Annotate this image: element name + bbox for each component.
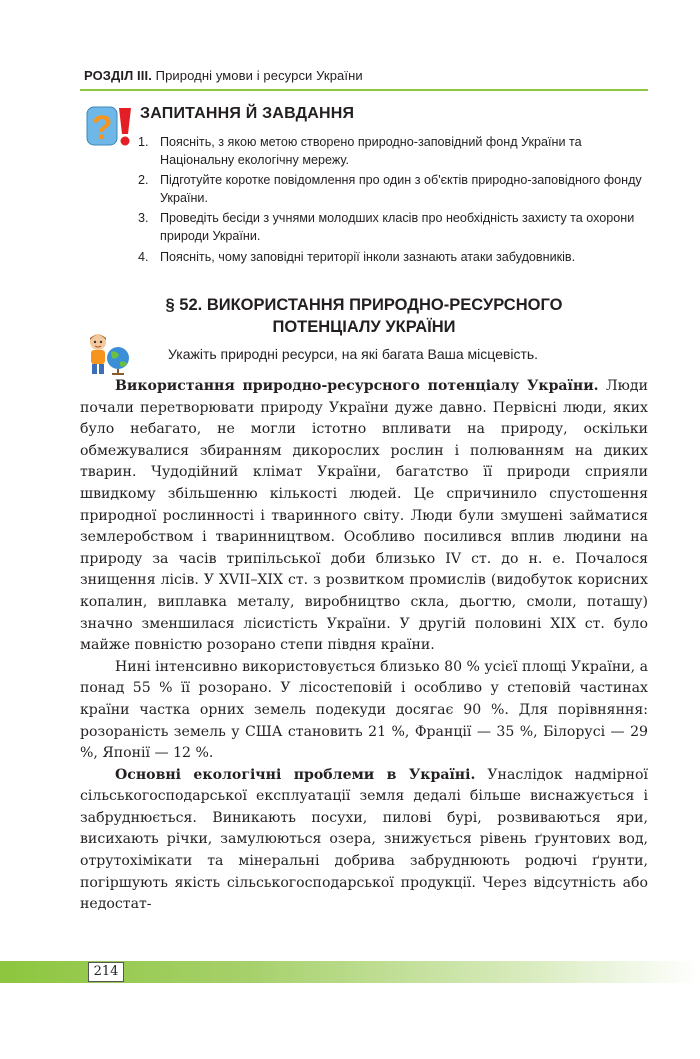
page-number: 214 bbox=[88, 962, 124, 982]
child-with-globe-icon bbox=[86, 332, 132, 376]
body-text bbox=[80, 376, 648, 916]
question-text: Проведіть бесіди з учнями молодших класів про необхідність захисту та охорони природи України. bbox=[160, 211, 635, 243]
paragraph-text: Люди почали перетворювати природу України дуже давно. Первісні люди, яких було небагато, не могли істотно впливати на природу, оскільки обмежувалися збиранням дикорослих рослин і полюванням на диких тварин. Чудодійний клімат України, багатство її природи сприяли швидкому збільшенню кількості людей. Це спричинило спустошення природної рослинності і тваринного світу. Люди були змушені займатися землеробством і тваринництвом. Особливо посилився вплив людини на природу за часів трипільської доби близько IV ст. до н. е. Почалося знищення лісів. У XVII–XIX ст. з розвитком промислів (видобуток корисних копалин, виплавка металу, виробництво скла, дьогтю, смоли, поташу) значно зменшилася лісистість України. У другій половині XIX ст. було майже повністю розорано степи півдня країни. bbox=[80, 378, 648, 654]
question-number: 2. bbox=[138, 173, 149, 188]
paragraph-heading: Використання природно-ресурсного потенціалу України. bbox=[115, 378, 599, 394]
question-text: Поясніть, з якою метою створено природно-заповідний фонд України та Національну екологічну мережу. bbox=[160, 135, 582, 167]
question-item bbox=[138, 134, 648, 169]
section-header-title: Природні умови і ресурси України bbox=[155, 68, 363, 83]
lesson-prompt: Укажіть природні ресурси, на які багата Ваша місцевість. bbox=[168, 346, 539, 362]
question-item bbox=[138, 172, 648, 207]
question-item bbox=[138, 249, 648, 267]
paragraph-heading: Основні екологічні проблеми в Україні. bbox=[115, 766, 476, 783]
paragraph bbox=[80, 376, 648, 657]
paragraph-text: Нині інтенсивно використовується близько 80 % усієї площі України, а понад 55 % її розорано. У лісостеповій і особливо у степовій частинах країни частка орних земель подекуди досягає 90 %. Для порівняння: розораність земель у США становить 21 %, Франції — 35 %, Білорусі — 29 %, Японії — 12 %. bbox=[80, 658, 648, 762]
paragraph bbox=[80, 765, 648, 916]
question-item bbox=[138, 210, 648, 245]
paragraph bbox=[80, 657, 648, 765]
questions-title: ЗАПИТАННЯ Й ЗАВДАННЯ bbox=[140, 105, 355, 122]
svg-text:?: ? bbox=[91, 109, 113, 147]
question-exclamation-icon bbox=[86, 104, 134, 148]
question-number: 1. bbox=[138, 135, 149, 149]
question-number: 3. bbox=[138, 211, 149, 226]
questions-list bbox=[138, 134, 648, 269]
section-heading-line2: ПОТЕНЦІАЛУ УКРАЇНИ bbox=[272, 318, 456, 336]
section-heading-line1: § 52. ВИКОРИСТАННЯ ПРИРОДНО-РЕСУРСНОГО bbox=[165, 296, 563, 314]
section-heading bbox=[80, 294, 648, 338]
running-header bbox=[84, 68, 363, 83]
paragraph-text: Унаслідок надмірної сільськогосподарської експлуатації земля дедалі більше виснажується і забруднюється. Виникають посухи, пилові бурі, розвиваються яри, висихають річки, замулюються озера, знижується рівень ґрунтових вод, отрутохімікати та мінеральні добрива забруднюють родючі ґрунти, погіршують якість сільськогосподарської продукції. Через відсутність або недостат- bbox=[80, 766, 648, 913]
header-divider bbox=[80, 89, 648, 91]
question-text: Поясніть, чому заповідні території інколи зазнають атаки забудовників. bbox=[160, 249, 576, 264]
section-label: РОЗДІЛ ІІІ. bbox=[84, 68, 152, 83]
question-text: Підготуйте коротке повідомлення про один з об'єктів природно-заповідного фонду України. bbox=[160, 173, 642, 205]
question-number: 4. bbox=[138, 249, 149, 264]
